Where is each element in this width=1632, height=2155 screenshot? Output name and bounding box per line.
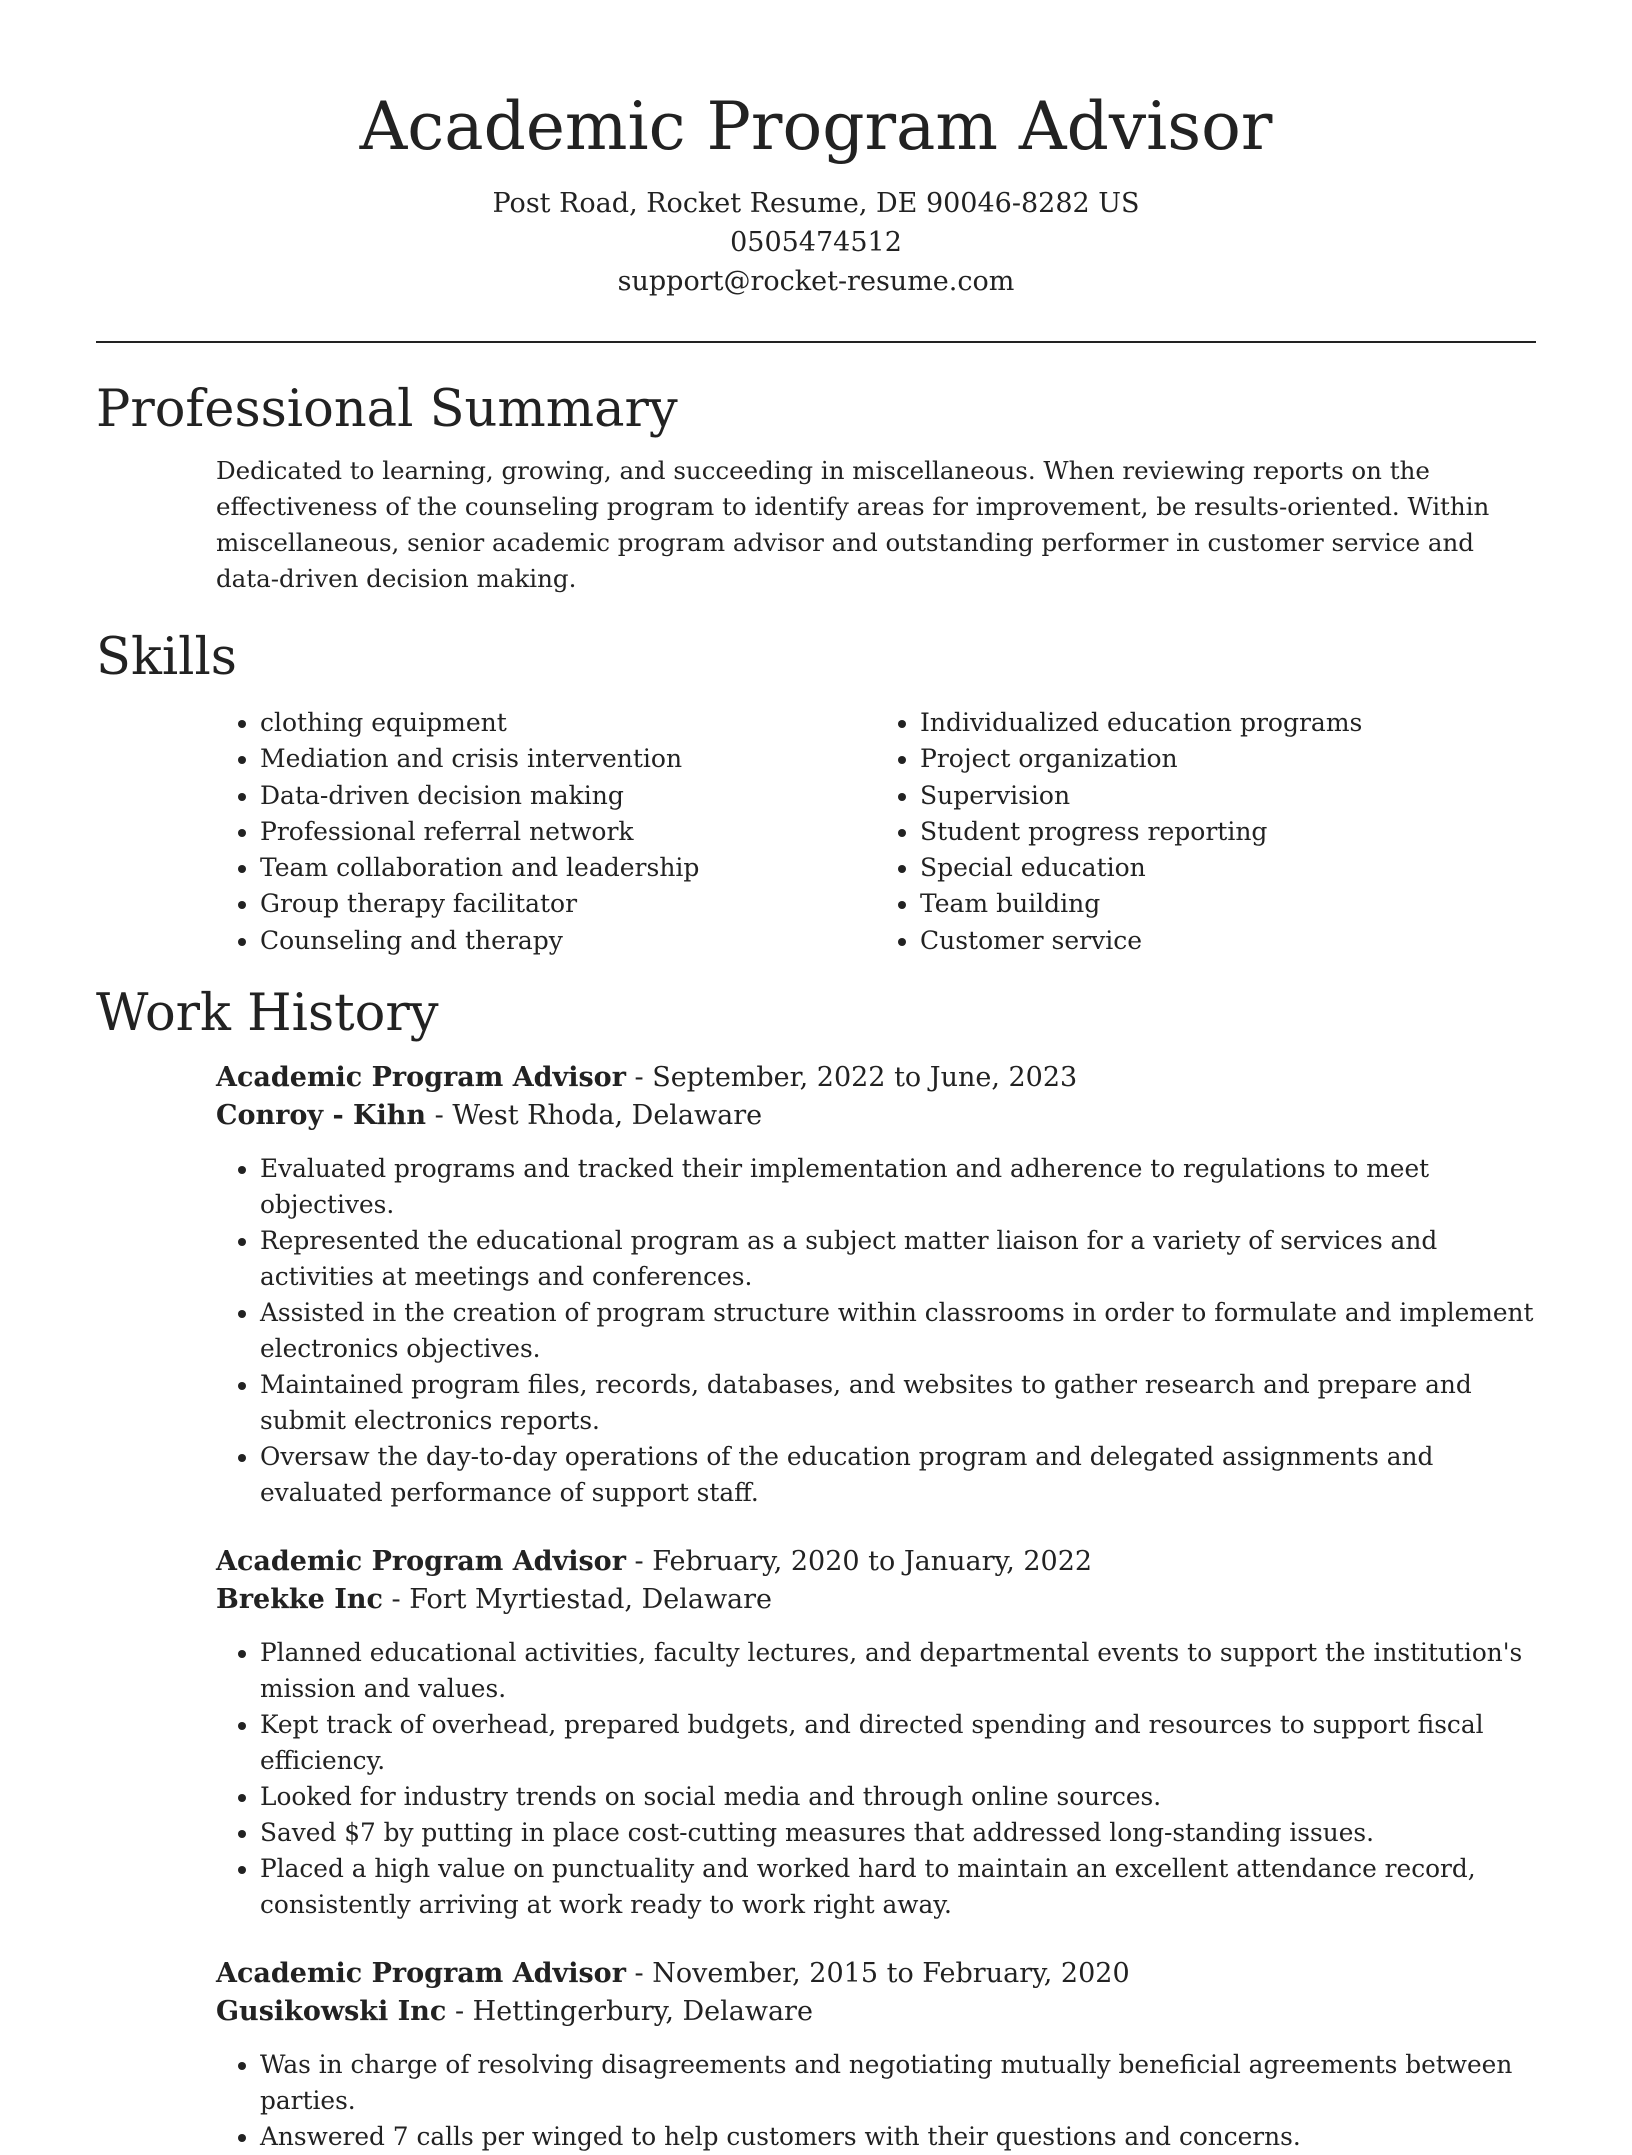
job-company-line bbox=[216, 1097, 1536, 1135]
resume-page bbox=[96, 0, 1536, 2155]
job-dates: - September, 2022 to June, 2023 bbox=[625, 1062, 1078, 1094]
job-bullet: • Kept track of overhead, prepared budgets, and directed spending and resources to support fiscal efficiency. bbox=[260, 1707, 1536, 1779]
skill-item: • Counseling and therapy bbox=[260, 923, 876, 959]
skill-item: • Data-driven decision making bbox=[260, 778, 876, 814]
job-bullet: • Saved $7 by putting in place cost-cutting measures that addressed long-standing issues. bbox=[260, 1815, 1536, 1851]
work-history-section bbox=[96, 983, 1536, 2155]
skill-item: • Individualized education programs bbox=[920, 705, 1536, 741]
skill-item: • Special education bbox=[920, 850, 1536, 886]
job-company-line bbox=[216, 1993, 1536, 2031]
job-bullet: • Placed a high value on punctuality and worked hard to maintain an excellent attendance record, consistently arriving at work ready to work right away. bbox=[260, 1851, 1536, 1923]
skills-list-right bbox=[876, 705, 1536, 959]
header-divider bbox=[96, 341, 1536, 343]
job-bullet-list bbox=[216, 1151, 1536, 1511]
skills-heading: Skills bbox=[96, 628, 237, 687]
job-title: Academic Program Advisor bbox=[216, 1062, 626, 1094]
skill-item: • Project organization bbox=[920, 741, 1536, 777]
contact-phone: 0505474512 bbox=[730, 227, 902, 258]
job-bullet: • Assisted in the creation of program structure within classrooms in order to formulate and implement electronics objectives. bbox=[260, 1295, 1536, 1367]
summary-text: Dedicated to learning, growing, and succeeding in miscellaneous. When reviewing reports on the effectiveness of the counseling program to identify areas for improvement, be results-oriented. Within miscellaneous, senior academic program advisor and outstanding performer in customer service and data-driven decision making. bbox=[216, 456, 1490, 593]
job-entry bbox=[216, 1543, 1536, 1923]
job-bullet: • Answered 7 calls per winged to help customers with their questions and concerns. bbox=[260, 2119, 1536, 2155]
job-entry bbox=[216, 1955, 1536, 2155]
job-bullet: • Represented the educational program as a subject matter liaison for a variety of services and activities at meetings and conferences. bbox=[260, 1223, 1536, 1295]
job-bullet: • Evaluated programs and tracked their implementation and adherence to regulations to meet objectives. bbox=[260, 1151, 1536, 1223]
job-title-line bbox=[216, 1543, 1536, 1581]
skill-item: • Customer service bbox=[920, 923, 1536, 959]
job-dates: - February, 2020 to January, 2022 bbox=[625, 1546, 1093, 1578]
skill-item: • Team building bbox=[920, 886, 1536, 922]
skill-item: • Team collaboration and leadership bbox=[260, 850, 876, 886]
job-title: Academic Program Advisor bbox=[216, 1546, 626, 1578]
job-title: Academic Program Advisor bbox=[216, 1958, 626, 1990]
candidate-name: Academic Program Advisor bbox=[359, 88, 1273, 165]
resume-header bbox=[96, 0, 1536, 301]
skill-item: • clothing equipment bbox=[260, 705, 876, 741]
job-location: - Fort Myrtiestad, Delaware bbox=[382, 1584, 773, 1616]
job-location: - Hettingerbury, Delaware bbox=[446, 1996, 813, 2028]
job-company-line bbox=[216, 1581, 1536, 1619]
skills-list-left bbox=[216, 705, 876, 959]
skill-item: • Supervision bbox=[920, 778, 1536, 814]
job-bullet-list bbox=[216, 2047, 1536, 2155]
summary-heading: Professional Summary bbox=[96, 380, 678, 439]
skill-item: • Professional referral network bbox=[260, 814, 876, 850]
job-bullet-list bbox=[216, 1635, 1536, 1923]
job-location: - West Rhoda, Delaware bbox=[426, 1100, 763, 1132]
job-bullet: • Was in charge of resolving disagreements and negotiating mutually beneficial agreements between parties. bbox=[260, 2047, 1536, 2119]
skill-item: • Group therapy facilitator bbox=[260, 886, 876, 922]
job-bullet: • Planned educational activities, faculty lectures, and departmental events to support the institution's mission and values. bbox=[260, 1635, 1536, 1707]
job-bullet: • Maintained program files, records, databases, and websites to gather research and prepare and submit electronics reports. bbox=[260, 1367, 1536, 1439]
job-company: Conroy - Kihn bbox=[216, 1100, 427, 1132]
job-dates: - November, 2015 to February, 2020 bbox=[625, 1958, 1130, 1990]
skills-section bbox=[96, 627, 1536, 959]
job-bullet: • Looked for industry trends on social media and through online sources. bbox=[260, 1779, 1536, 1815]
skill-item: • Student progress reporting bbox=[920, 814, 1536, 850]
job-title-line bbox=[216, 1955, 1536, 1993]
job-title-line bbox=[216, 1059, 1536, 1097]
summary-section bbox=[96, 379, 1536, 597]
work-history-heading: Work History bbox=[96, 984, 439, 1044]
contact-email: support@rocket-resume.com bbox=[617, 266, 1015, 297]
skill-item: • Mediation and crisis intervention bbox=[260, 741, 876, 777]
skills-columns bbox=[216, 705, 1536, 959]
job-entry bbox=[216, 1059, 1536, 1511]
job-company: Brekke Inc bbox=[216, 1584, 383, 1616]
job-company: Gusikowski Inc bbox=[216, 1996, 447, 2028]
contact-address: Post Road, Rocket Resume, DE 90046-8282 US bbox=[492, 188, 1140, 219]
job-bullet: • Oversaw the day-to-day operations of the education program and delegated assignments and evaluated performance of support staff. bbox=[260, 1439, 1536, 1511]
